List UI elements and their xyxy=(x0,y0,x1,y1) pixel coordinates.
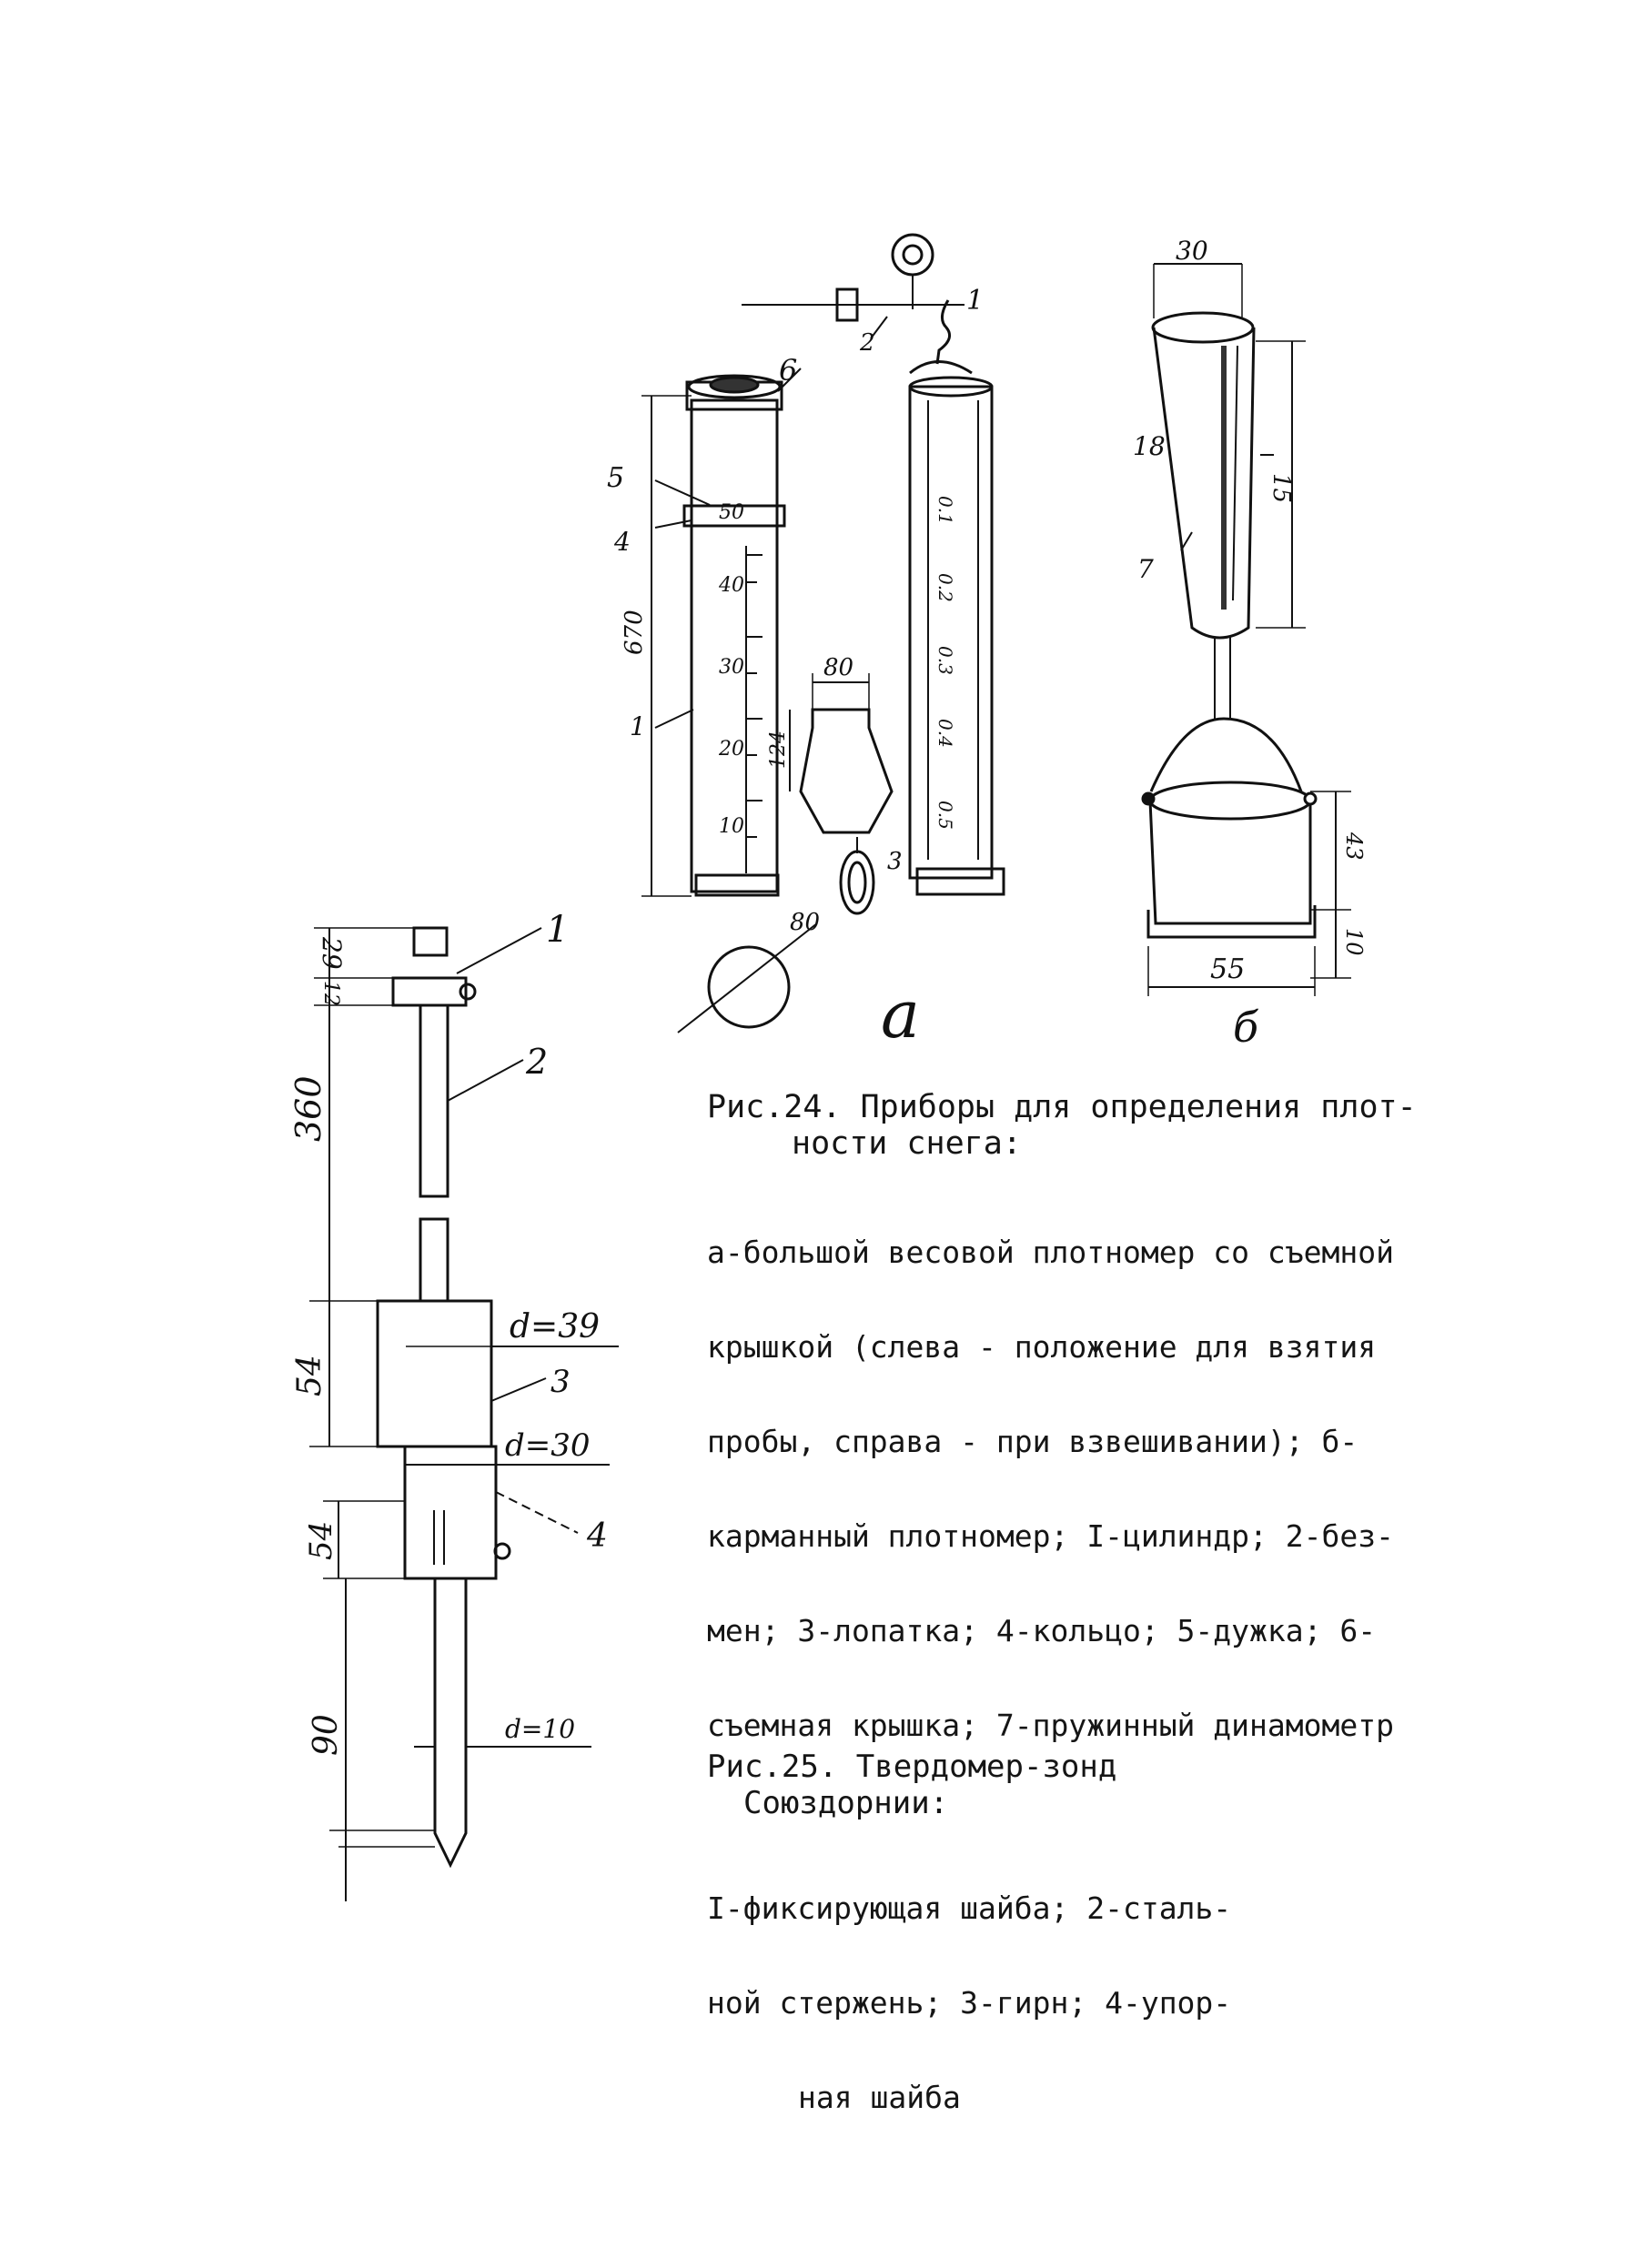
pocket-density-meter xyxy=(1143,264,1351,996)
fig24-caption-line: а-большой весовой плотномер со съемной xyxy=(707,1235,1394,1270)
scale-30: 30 xyxy=(719,656,744,679)
sampling-ring xyxy=(678,923,817,1033)
base-height-10: 10 xyxy=(1341,928,1367,956)
scale-01: 0.1 xyxy=(934,496,956,525)
probe-callout-4: 4 xyxy=(587,1517,608,1555)
probe-callout-3: 3 xyxy=(550,1364,571,1400)
snow-scoop xyxy=(790,673,892,913)
scale-03: 0.3 xyxy=(934,646,956,675)
fig24-caption-line: карманный плотномер; I-цилиндр; 2-без- xyxy=(707,1518,1394,1554)
fig25-title: Рис.25. Твердомер-зонд xyxy=(707,1749,1117,1785)
probe-callout-2: 2 xyxy=(526,1042,549,1082)
scale-10: 10 xyxy=(719,815,744,838)
dim-d10: d=10 xyxy=(505,1714,576,1744)
probe-callout-1: 1 xyxy=(546,909,570,951)
callout-6: 6 xyxy=(779,353,798,388)
callout-18: 18 xyxy=(1133,431,1166,461)
height-670: 670 xyxy=(621,610,648,655)
scale-40: 40 xyxy=(719,574,744,597)
fig25-caption-line: ная шайба xyxy=(798,2080,961,2115)
base-width-55: 55 xyxy=(1210,953,1246,985)
callout-1: 1 xyxy=(630,711,646,741)
callout-7: 7 xyxy=(1137,554,1154,584)
length-15: 15 xyxy=(1267,473,1295,504)
scale-04: 0.4 xyxy=(934,719,956,748)
cup-height-43: 43 xyxy=(1341,832,1367,861)
hardness-probe xyxy=(309,928,619,1901)
fig24-caption-line: крышкой (слева - положение для взятия xyxy=(707,1329,1377,1365)
dim-54-weight: 54 xyxy=(291,1355,328,1396)
callout-4: 4 xyxy=(614,527,631,557)
scoop-width-80: 80 xyxy=(823,654,854,681)
dim-d39: d=39 xyxy=(510,1308,601,1346)
panel-a-label: а xyxy=(881,976,920,1053)
fig25-caption-line: I-фиксирующая шайба; 2-сталь- xyxy=(707,1890,1232,1926)
callout-2: 2 xyxy=(860,329,875,357)
dim-12: 12 xyxy=(319,981,342,1006)
fig25-caption-body xyxy=(707,1833,1231,2147)
top-width-30: 30 xyxy=(1176,236,1208,266)
scale-05: 0.5 xyxy=(934,801,956,830)
ring-diameter-80: 80 xyxy=(790,909,821,936)
fig25-title-cont: Союздорнии: xyxy=(743,1785,949,1821)
dim-90: 90 xyxy=(308,1714,345,1756)
dim-d30: d=30 xyxy=(505,1427,591,1464)
scoop-height-124: 124 xyxy=(767,731,790,769)
scale-20: 20 xyxy=(719,738,744,761)
fig24-caption-body xyxy=(707,1177,1394,1775)
dim-29: 29 xyxy=(317,937,347,970)
fig24-caption-line: мен; 3-лопатка; 4-кольцо; 5-дужка; 6- xyxy=(707,1613,1377,1648)
fig24-title: Рис.24. Приборы для определения плот- xyxy=(707,1089,1417,1125)
scale-50: 50 xyxy=(719,501,744,524)
dim-54-stop: 54 xyxy=(303,1520,339,1560)
fig25-caption-line: ной стержень; 3-гирн; 4-упор- xyxy=(707,1985,1232,2021)
fig24-caption-line: пробы, справа - при взвешивании); б- xyxy=(707,1424,1358,1459)
fig24-title-cont: ности снега: xyxy=(792,1125,1022,1162)
fig24-caption-line: съемная крышка; 7-пружинный динамометр xyxy=(707,1708,1394,1743)
panel-b-label: б xyxy=(1233,1003,1259,1052)
callout-3: 3 xyxy=(887,848,903,875)
scale-02: 0.2 xyxy=(934,573,956,602)
callout-5: 5 xyxy=(607,462,625,494)
callout-1-right: 1 xyxy=(966,285,985,317)
dim-360: 360 xyxy=(288,1075,328,1142)
